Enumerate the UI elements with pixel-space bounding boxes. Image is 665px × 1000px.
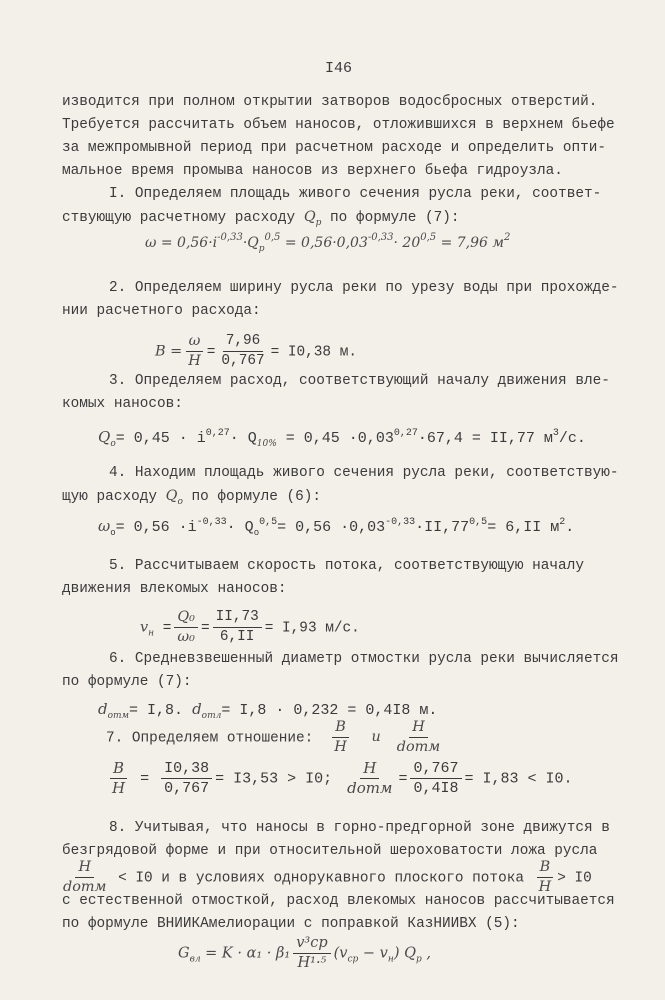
formula-5: $v_н$ = $\frac{\text{Q₀}}{\text{ω₀}}$ = $\frac{II,73}{6,II}$ = I,93 м/с. <box>140 609 360 645</box>
formula-4: $\omega_o= 0,56 \cdot i^{-0,33}\cdot Q_o^{0,5}= 0,56 \cdot 0,03^{-0,33}\cdot II,77^{0,5}= 6,II$ $м^2$. <box>98 517 575 538</box>
formula-7: $\frac{B}{H}$ = $\frac{I0,38}{0,767}$ = I3,53 > I0; $\frac{H}{\text{dотм}}$ = $\frac{0,767}{0,4I8}$ = I,83 < I0. <box>112 759 573 797</box>
step1-line1: I. Определяем площадь живого сечения русла реки, соответ- <box>109 186 602 202</box>
step2-line1: 2. Определяем ширину русла реки по урезу воды при прохожде- <box>109 280 619 296</box>
intro-line-1: изводится при полном открытии затворов водосбросных отверстий. <box>62 94 598 110</box>
step1-line2: ствующую расчетному расходу $Q_p$ по формуле (7): <box>62 209 460 228</box>
step8-line2: безгрядовой форме и при относительной шероховатости ложа русла <box>62 843 598 859</box>
step8-line4: с естественной отмосткой, расход влекомых наносов рассчитывается <box>62 893 615 909</box>
formula-3: $Q_o= 0,45 \cdot i^{0,27}\cdot Q_{10\%} = 0,45 \cdot 0,03^{0,27}\cdot 67,4 = II,77$ $м^3/с$. <box>98 428 586 449</box>
step8-line3: $\frac{H}{\text{dотм}}$ < I0 и в условиях однорукавного плоского потока $\frac{B}{H}$ > I0 <box>63 859 592 895</box>
intro-line-3: за межпромывной период при расчетном расходе и определить опти- <box>62 140 607 156</box>
step5-line1: 5. Рассчитываем скорость потока, соответствующую началу <box>109 558 584 574</box>
formula-8: $G_{вл} = K \cdot \alpha_1 \cdot \beta_1$ $\frac{\text{v³ср}}{\text{H¹·⁵}}$ $(v_{ср} - v_н)$ $Q_p$ , <box>178 935 431 971</box>
intro-line-4: мальное время промыва наносов из верхнего бьефа гидроузла. <box>62 163 563 179</box>
step4-line2: щую расходу $Q_o$ по формуле (6): <box>62 488 322 507</box>
step3-line1: 3. Определяем расход, соответствующий началу движения вле- <box>109 373 610 389</box>
page-number: I46 <box>325 60 353 77</box>
step8-line5: по формуле ВНИИКАмелиорации с поправкой КазНИИВХ (5): <box>62 916 520 932</box>
step4-line1: 4. Находим площадь живого сечения русла реки, соответствую- <box>109 465 619 481</box>
step3-line2: комых наносов: <box>62 396 183 412</box>
formula-1: $\omega = 0,56\cdot i^{-0,33}\cdot Q_p^{0,5} = 0,56\cdot 0,03^{-0,33}\cdot 20^{0,5} = 7,96$ $м^2$ <box>145 232 511 254</box>
formula-2: B = $\frac{\omega}{H}$ = $\frac{7,96}{0,767}$ = I0,38 м. <box>155 333 357 369</box>
step6-line2: по формуле (7): <box>62 674 192 690</box>
step5-line2: движения влекомых наносов: <box>62 581 287 597</box>
step6-line1: 6. Средневзвешенный диаметр отмостки русла реки вычисляется <box>109 651 619 667</box>
step8-line1: 8. Учитывая, что наносы в горно-предгорной зоне движутся в <box>109 820 610 836</box>
step2-line2: нии расчетного расхода: <box>62 303 261 319</box>
intro-line-2: Требуется рассчитать объем наносов, отложившихся в верхнем бьефе <box>62 117 615 133</box>
formula-6: $d_{отм}= I,8$. $d_{отл}= I,8 \cdot 0,232 = 0,4I8$ м. <box>98 700 438 721</box>
step7-line1: 7. Определяем отношение: $\frac{B}{H}$ и $\frac{H}{\text{dотм}}$ <box>106 719 441 755</box>
